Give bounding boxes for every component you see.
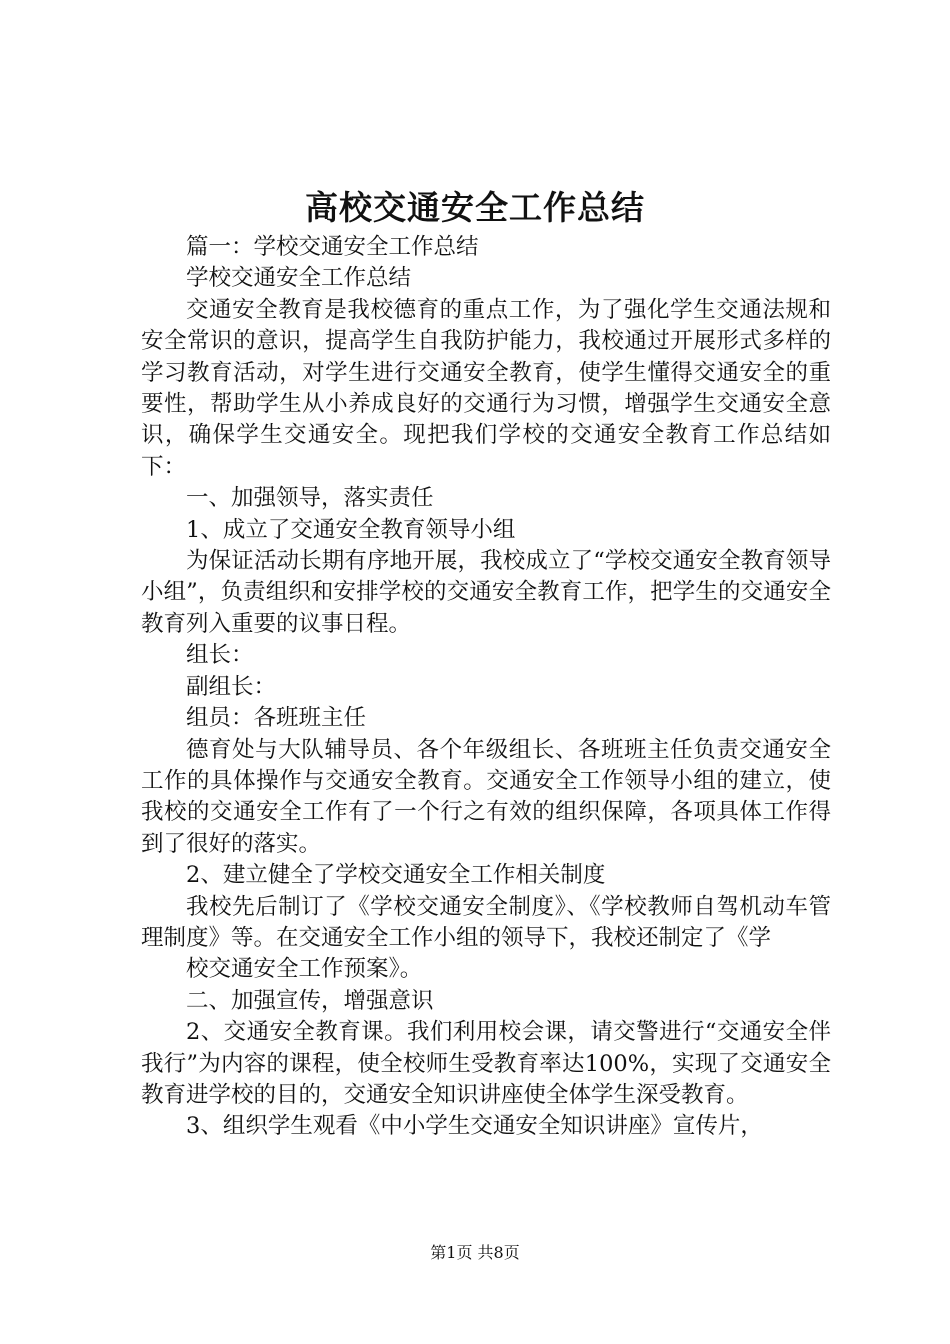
document-body — [141, 232, 831, 1143]
paragraph-regulations-cont: 校交通安全工作预案》。 — [186, 956, 423, 983]
page-footer: 第1页 共8页 — [430, 1243, 520, 1262]
paragraph-intro: 交通安全教育是我校德育的重点工作，为了强化学生交通法规和安全常识的意识，提高学生自我防护能力，我校通过开展形式多样的学习教育活动，对学生进行交通安全教育，使学生懂得交通安全的重要性，帮助学生从小养成良好的交通行为习惯，增强学生交通安全意识，确保学生交通安全。现把我们学校的交通安全教育工作总结如下： — [141, 296, 831, 480]
subheading-1-1: 1、成立了交通安全教育领导小组 — [186, 516, 516, 543]
document-title: 高校交通安全工作总结 — [305, 188, 645, 227]
paragraph-education-class: 2、交通安全教育课。我们利用校会课，请交警进行“交通安全伴我行”为内容的课程，使全校师生受教育率达100%，实现了交通安全教育进学校的目的，交通安全知识讲座使全体学生深受教育。 — [141, 1019, 831, 1108]
group-leader-line: 组长： — [186, 642, 254, 669]
article-title: 学校交通安全工作总结 — [186, 265, 412, 292]
section-heading-1: 一、加强领导，落实责任 — [186, 485, 434, 512]
paragraph-leadership-group: 为保证活动长期有序地开展，我校成立了“学校交通安全教育领导小组”，负责组织和安排学校的交通安全教育工作，把学生的交通安全教育列入重要的议事日程。 — [141, 548, 831, 637]
paragraph-responsibilities: 德育处与大队辅导员、各个年级组长、各班班主任负责交通安全工作的具体操作与交通安全教育。交通安全工作领导小组的建立，使我校的交通安全工作有了一个行之有效的组织保障，各项具体工作得到了很好的落实。 — [141, 736, 831, 857]
paragraph-video: 3、组织学生观看《中小学生交通安全知识讲座》宣传片， — [186, 1113, 763, 1140]
group-members-line: 组员：各班班主任 — [186, 705, 367, 732]
subheading-1-2: 2、建立健全了学校交通安全工作相关制度 — [186, 862, 606, 889]
paragraph-regulations: 我校先后制订了《学校交通安全制度》、《学校教师自驾机动车管理制度》等。在交通安全工作小组的领导下，我校还制定了《学 — [141, 893, 831, 951]
section-heading-2: 二、加强宣传，增强意识 — [186, 987, 434, 1014]
deputy-leader-line: 副组长： — [186, 673, 277, 700]
section-heading-part1: 篇一：学校交通安全工作总结 — [186, 234, 479, 260]
